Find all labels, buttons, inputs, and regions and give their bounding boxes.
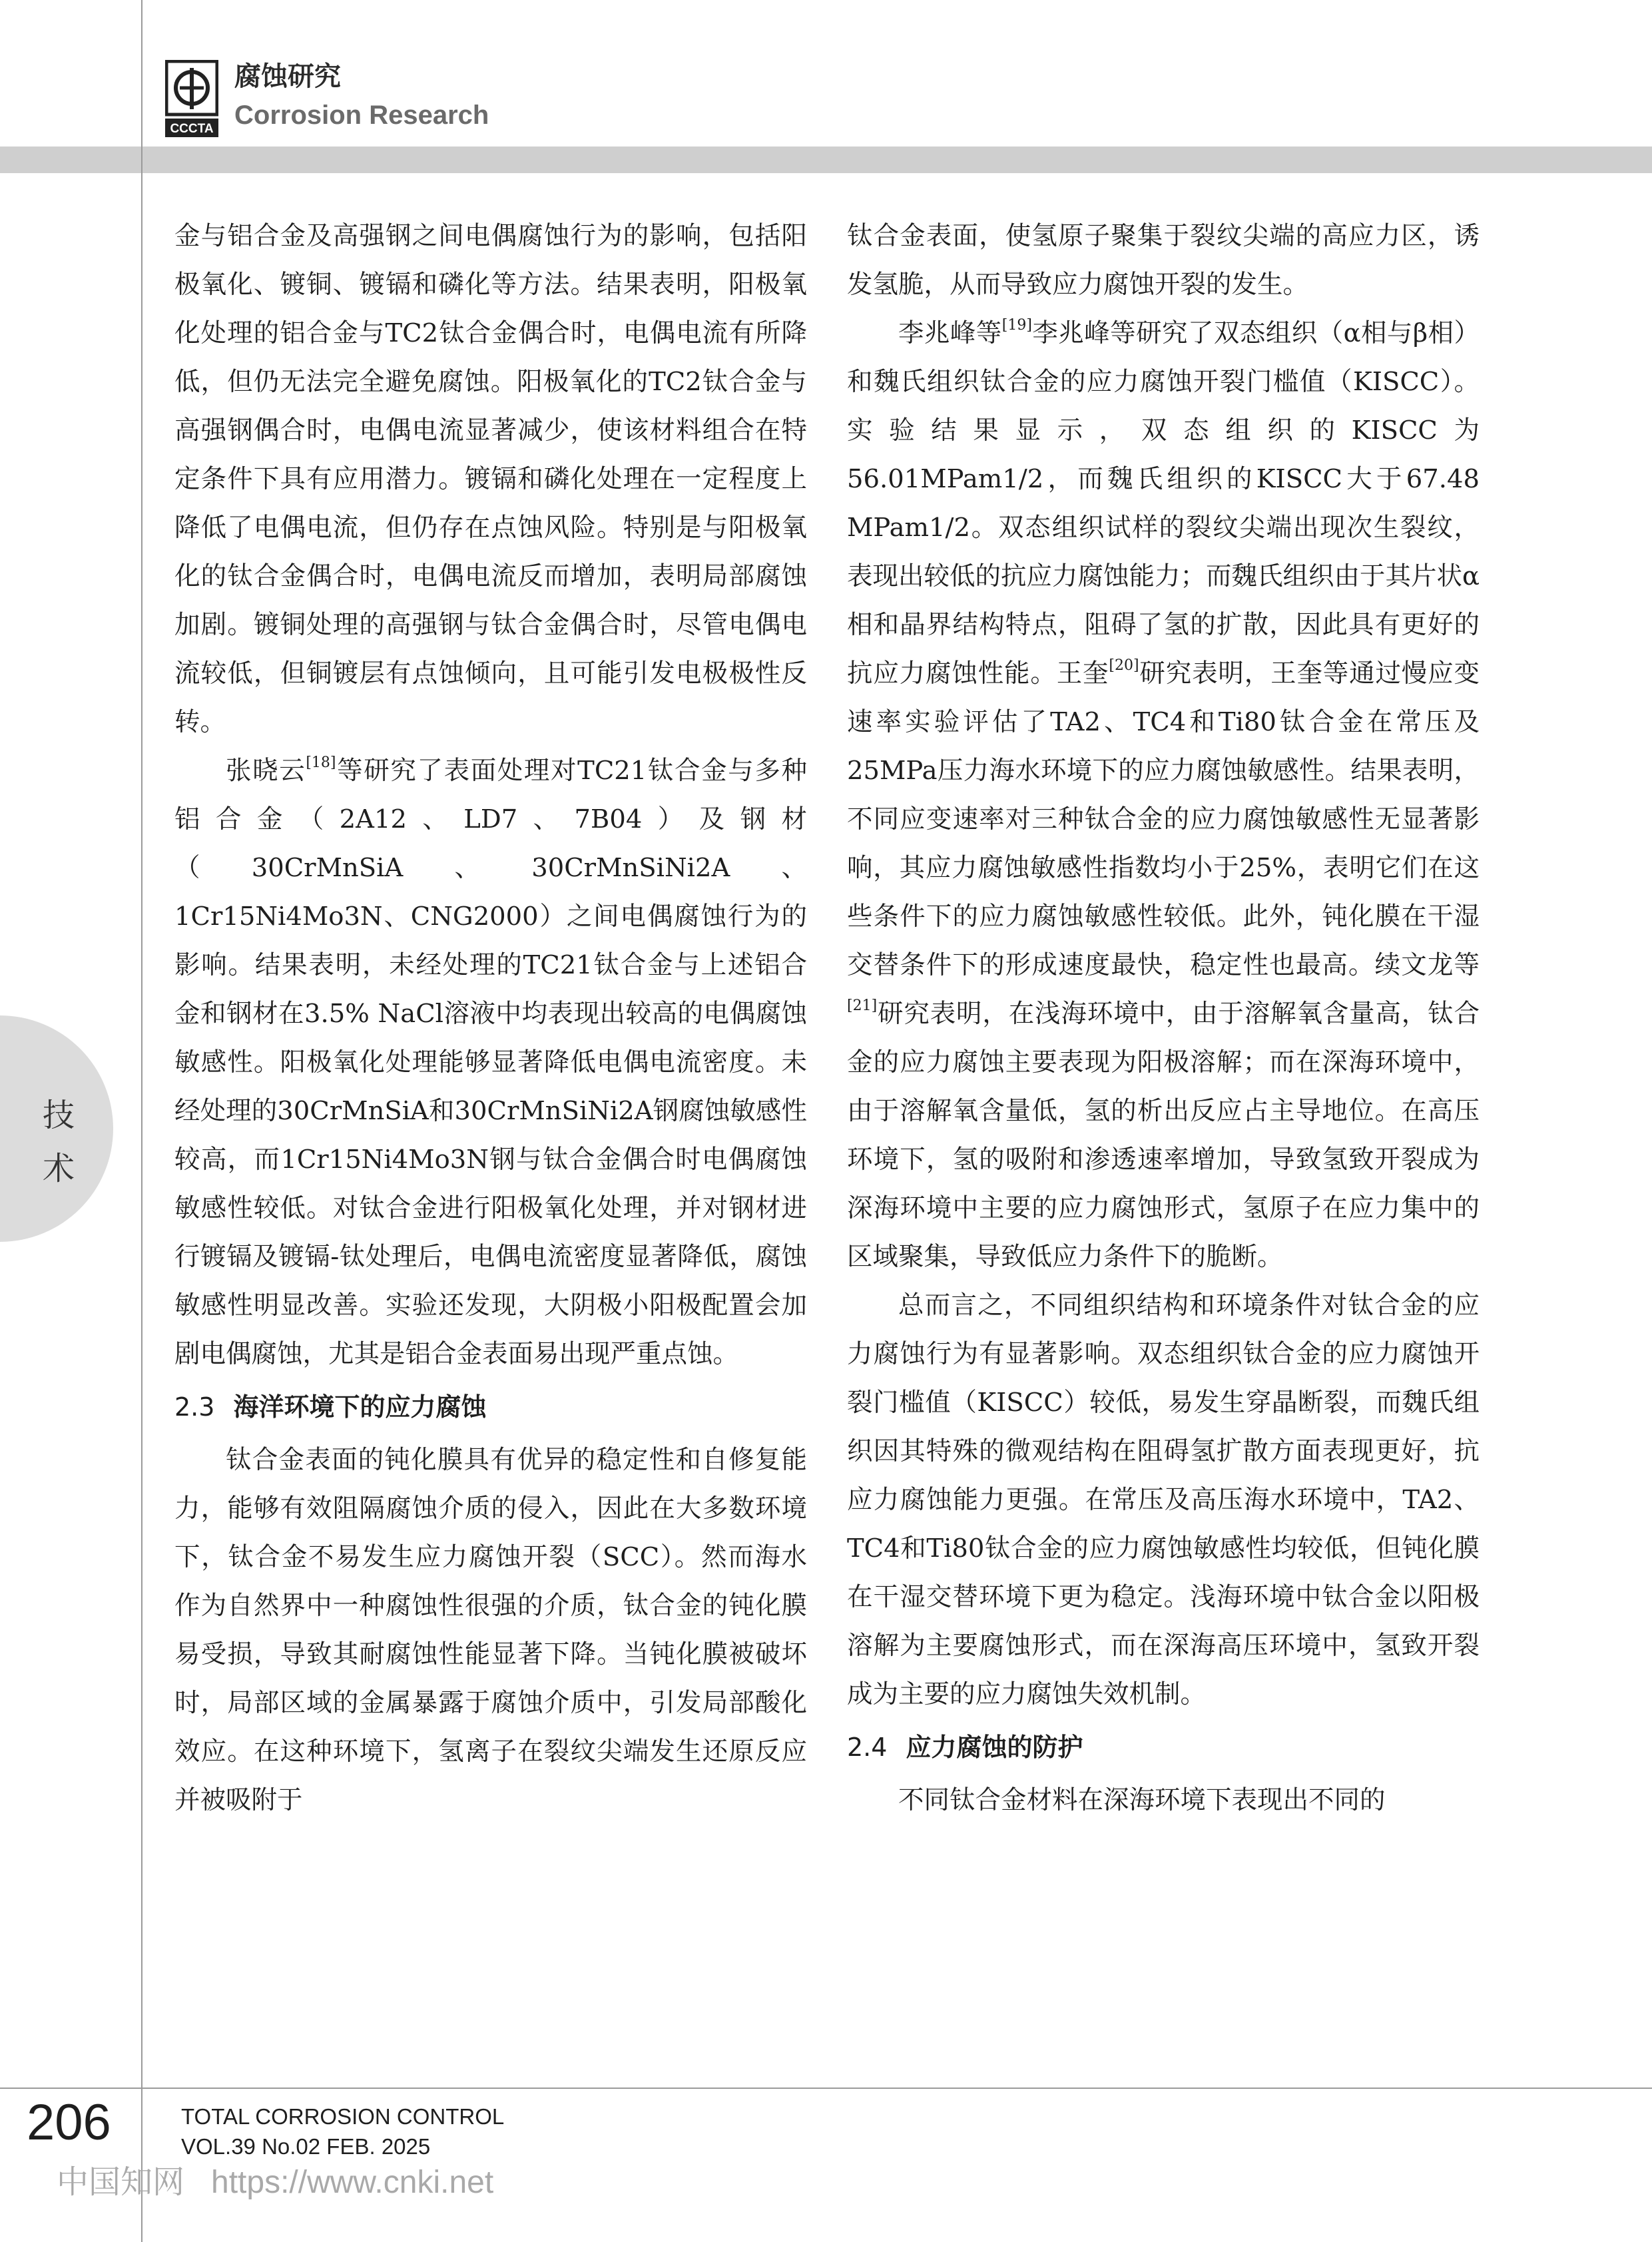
citation: [19] [1001,317,1032,334]
footer-rule [0,2088,1652,2089]
svg-text:CCCTA: CCCTA [170,122,214,136]
page-number: 206 [27,2094,111,2151]
watermark: 中国知网 https://www.cnki.net [57,2163,494,2201]
paragraph: 不同钛合金材料在深海环境下表现出不同的 [898,1785,1386,1815]
footer-journal-name: TOTAL CORROSION CONTROL [181,2104,505,2129]
journal-logo [165,60,218,139]
journal-title-cn: 腐蚀研究 [234,61,341,92]
left-column [174,212,807,1824]
header-band [0,146,1652,173]
margin-rule [141,0,142,2242]
journal-title-en: Corrosion Research [234,101,489,130]
section-heading: 2.3 海洋环境下的应力腐蚀 [174,1392,487,1422]
paragraph: 李兆峰等[19]李兆峰等研究了双态组织（α相与β相）和魏氏组织钛合金的应力腐蚀开裂门槛值（KISCC）。实验结果显示，双态组织的KISCC为56.01MPam1/2，而魏氏组织的KISCC大于67.48 MPam1/2。双态组织试样的裂纹尖端出现次生裂纹，表现出较低的抗应力腐蚀能力；而魏氏组织由于其片状α相和晶界结构特点，阻碍了氢的扩散，因此具有更好的抗应力腐蚀性能。王奎[20]研究表明，王奎等通过慢应变速率实验评估了TA2、TC4和Ti80钛合金在常压及25MPa压力海水环境下的应力腐蚀敏感性。结果表明，不同应变速率对三种钛合金的应力腐蚀敏感性无显著影响，其应力腐蚀敏感性指数均小于25%，表明它们在这些条件下的应力腐蚀敏感性较低。此外，钝化膜在干湿交替条件下的形成速度最快，稳定性也最高。续文龙等[21]研究表明，在浅海环境中，由于溶解氧含量高，钛合金的应力腐蚀主要表现为阳极溶解；而在深海环境中，由于溶解氧含量低，氢的析出反应占主导地位。在高压环境下，氢的吸附和渗透速率增加，导致氢致开裂成为深海环境中主要的应力腐蚀形式，氢原子在应力集中的区域聚集，导致低应力条件下的脆断。 [847,317,1480,1272]
citation: [20] [1109,657,1139,674]
paragraph: 钛合金表面的钝化膜具有优异的稳定性和自修复能力，能够有效阻隔腐蚀介质的侵入，因此在大多数环境下，钛合金不易发生应力腐蚀开裂（SCC）。然而海水作为自然界中一种腐蚀性很强的介质，钛合金的钝化膜易受损，导致其耐腐蚀性能显著下降。当钝化膜被破坏时，局部区域的金属暴露于腐蚀介质中，引发局部酸化效应。在这种环境下，氢离子在裂纹尖端发生还原反应并被吸附于 [174,1445,807,1815]
section-tab-label: 技 术 [42,1097,75,1187]
paragraph: 总而言之，不同组织结构和环境条件对钛合金的应力腐蚀行为有显著影响。双态组织钛合金的应力腐蚀开裂门槛值（KISCC）较低，易发生穿晶断裂，而魏氏组织因其特殊的微观结构在阻碍氢扩散方面表现更好，抗应力腐蚀能力更强。在常压及高压海水环境中，TA2、TC4和Ti80钛合金的应力腐蚀敏感性均较低，但钝化膜在干湿交替环境下更为稳定。浅海环境中钛合金以阳极溶解为主要腐蚀形式，而在深海高压环境中，氢致开裂成为主要的应力腐蚀失效机制。 [847,1290,1480,1709]
right-column [847,212,1480,1824]
citation: [18] [306,754,336,771]
citation: [21] [847,997,878,1014]
paragraph: 金与铝合金及高强钢之间电偶腐蚀行为的影响，包括阳极氧化、镀铜、镀镉和磷化等方法。结果表明，阳极氧化处理的铝合金与TC2钛合金偶合时，电偶电流有所降低，但仍无法完全避免腐蚀。阳极氧化的TC2钛合金与高强钢偶合时，电偶电流显著减少，使该材料组合在特定条件下具有应用潜力。镀镉和磷化处理在一定程度上降低了电偶电流，但仍存在点蚀风险。特别是与阳极氧化的钛合金偶合时，电偶电流反而增加，表明局部腐蚀加剧。镀铜处理的高强钢与钛合金偶合时，尽管电偶电流较低，但铜镀层有点蚀倾向，且可能引发电极极性反转。 [174,221,807,737]
paragraph: 钛合金表面，使氢原子聚集于裂纹尖端的高应力区，诱发氢脆，从而导致应力腐蚀开裂的发生。 [847,221,1480,300]
paragraph: 张晓云[18]等研究了表面处理对TC21钛合金与多种铝合金（2A12、LD7、7B04）及钢材（30CrMnSiA、30CrMnSiNi2A、1Cr15Ni4Mo3N、CNG2000）之间电偶腐蚀行为的影响。结果表明，未经处理的TC21钛合金与上述铝合金和钢材在3.5% NaCl溶液中均表现出较高的电偶腐蚀敏感性。阳极氧化处理能够显著降低电偶电流密度。未经处理的30CrMnSiA和30CrMnSiNi2A钢腐蚀敏感性较高，而1Cr15Ni4Mo3N钢与钛合金偶合时电偶腐蚀敏感性较低。对钛合金进行阳极氧化处理，并对钢材进行镀镉及镀镉-钛处理后，电偶电流密度显著降低，腐蚀敏感性明显改善。实验还发现，大阴极小阳极配置会加剧电偶腐蚀，尤其是铝合金表面易出现严重点蚀。 [174,754,807,1369]
section-heading: 2.4 应力腐蚀的防护 [847,1733,1083,1762]
footer-volume: VOL.39 No.02 FEB. 2025 [181,2134,431,2159]
